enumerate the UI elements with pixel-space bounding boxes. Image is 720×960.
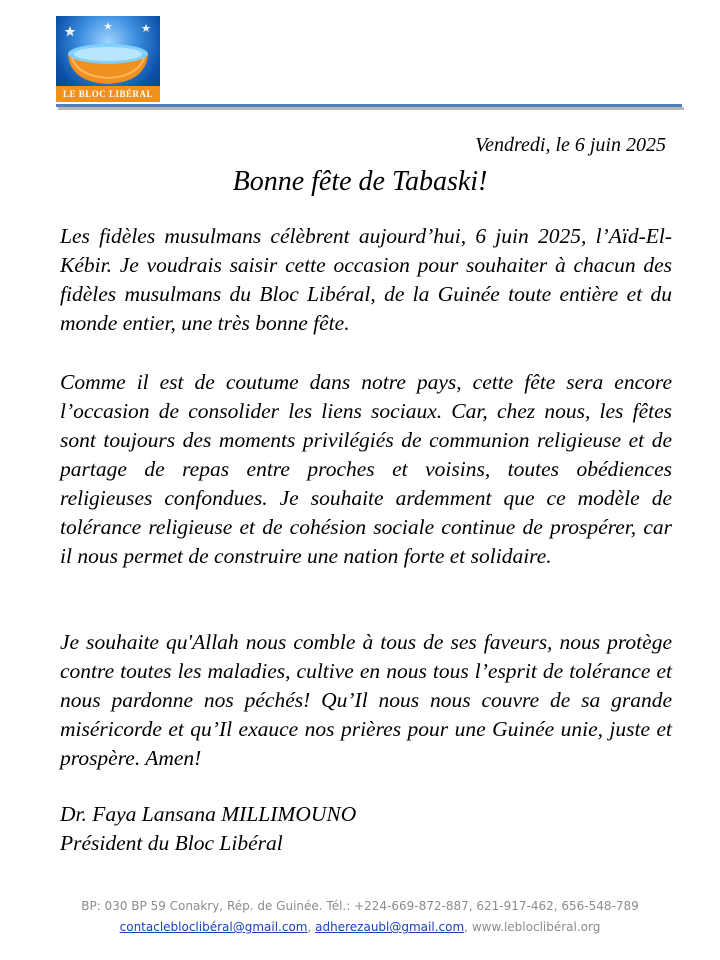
letter-paragraph: Je souhaite qu'Allah nous comble à tous de ses faveurs, nous protège contre toutes les maladies, cultive en nous tous l’esprit de tolérance et nous pardonne nos péchés! Qu’Il nous nous couvre de sa grande miséricorde et qu’Il exauce nos prières pour une Guinée unie, juste et prospère. Amen! — [60, 630, 672, 770]
signatory-name: Dr. Faya Lansana MILLIMOUNO — [60, 802, 357, 826]
signatory-role: Président du Bloc Libéral — [60, 831, 283, 855]
bloc-liberal-logo — [56, 16, 160, 102]
footer-separator: , — [464, 920, 468, 934]
signature-block — [60, 800, 356, 858]
footer-email-link-1[interactable]: contaclebloclibéral@gmail.com — [119, 920, 308, 934]
footer-address: BP: 030 BP 59 Conakry, Rép. de Guinée. Tél.: +224-669-872-887, 621-917-462, 656-548-789 — [81, 899, 639, 913]
logo-label: LE BLOC LIBÉRAL — [56, 86, 160, 102]
letter-paragraph: Les fidèles musulmans célèbrent aujourd’hui, 6 juin 2025, l’Aïd-El-Kébir. Je voudrais saisir cette occasion pour souhaiter à chacun des fidèles musulmans du Bloc Libéral, de la Guinée toute entière et du monde entier, une très bonne fête. — [60, 224, 672, 335]
header-divider-shadow — [58, 107, 684, 110]
footer-separator: , — [307, 920, 312, 934]
footer-website: www.lebloclibéral.org — [471, 920, 601, 934]
footer-email-link-2[interactable]: adherezaubl@gmail.com — [315, 920, 465, 934]
letter-title: Bonne fête de Tabaski! — [232, 166, 488, 197]
footer-contacts — [0, 917, 720, 938]
letter-paragraph: Comme il est de coutume dans notre pays, cette fête sera encore l’occasion de consolider les liens sociaux. Car, chez nous, les fêtes sont toujours des moments privilégiés de communion religieuse et de partage de repas entre proches et voisins, toutes obédiences religieuses confondues. Je souhaite ardemment que ce modèle de tolérance religieuse et de cohésion sociale continue de prospérer, car il nous permet de construire une nation forte et solidaire. — [60, 370, 672, 568]
footer — [0, 896, 720, 938]
header-divider — [56, 104, 682, 110]
letter-date: Vendredi, le 6 juin 2025 — [475, 134, 666, 156]
